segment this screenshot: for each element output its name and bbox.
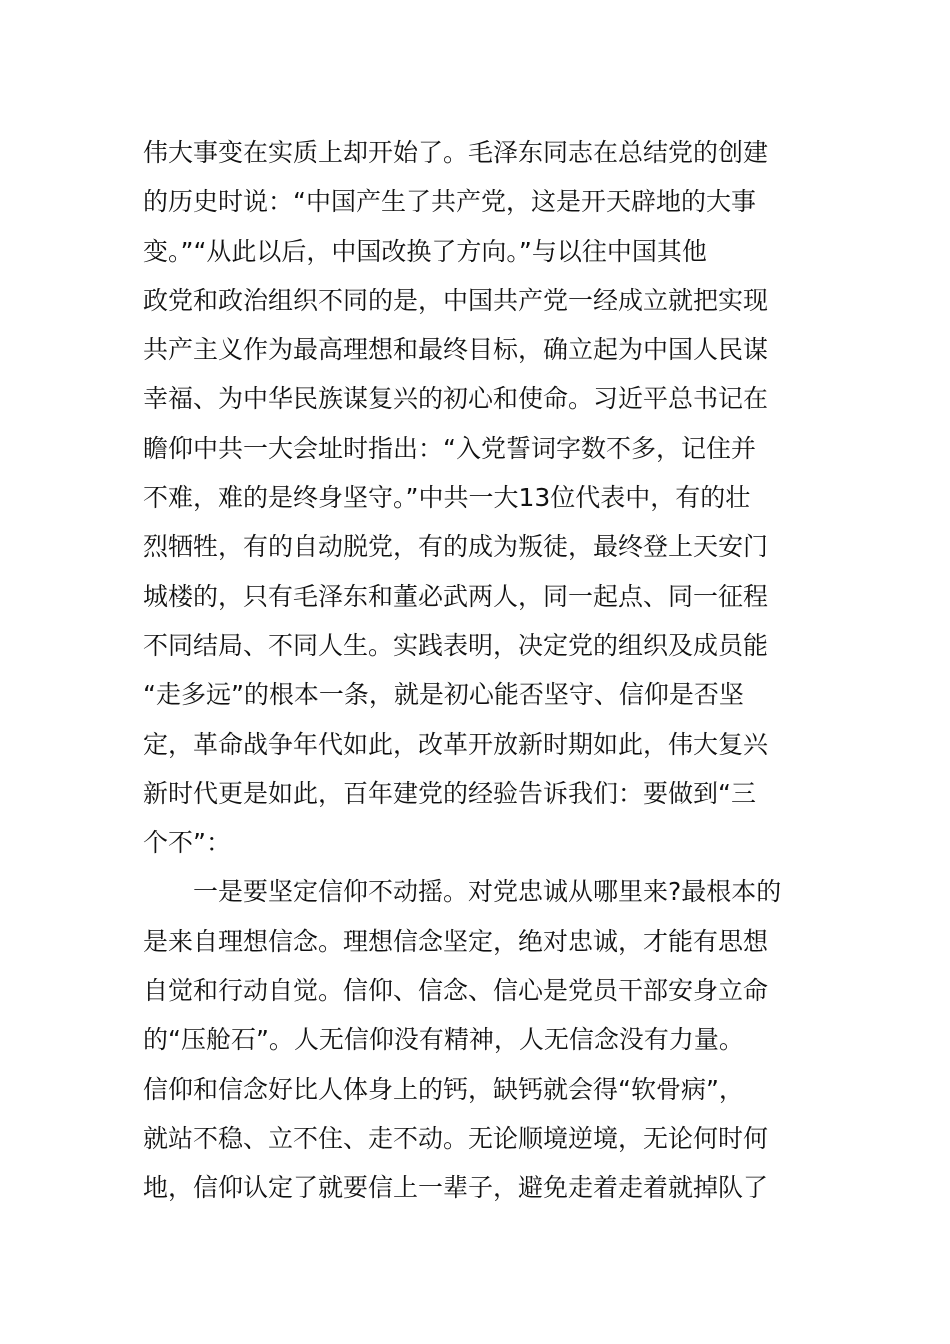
paragraph-1 bbox=[143, 128, 813, 867]
text-line: 幸福、为中华民族谋复兴的初心和使命。习近平总书记在 bbox=[143, 384, 769, 414]
text-line: 地，信仰认定了就要信上一辈子，避免走着走着就掉队了 bbox=[143, 1173, 769, 1203]
text-line: 信仰和信念好比人体身上的钙，缺钙就会得“软骨病”， bbox=[143, 1074, 744, 1104]
text-line: 的历史时说：“中国产生了共产党，这是开天辟地的大事 bbox=[143, 187, 756, 217]
text-line: 城楼的，只有毛泽东和董必武两人，同一起点、同一征程 bbox=[143, 581, 769, 611]
text-line: 伟大事变在实质上却开始了。毛泽东同志在总结党的创建 bbox=[143, 138, 769, 167]
text-line: 一是要坚定信仰不动摇。对党忠诚从哪里来?最根本的 bbox=[193, 877, 782, 907]
text-line: 新时代更是如此，百年建党的经验告诉我们：要做到“三 bbox=[143, 778, 756, 808]
text-line: 不同结局、不同人生。实践表明，决定党的组织及成员能 bbox=[143, 630, 769, 660]
text-line: 个不”： bbox=[143, 828, 231, 858]
text-line: 的“压舱石”。人无信仰没有精神，人无信念没有力量。 bbox=[143, 1025, 744, 1055]
text-line: 烈牺牲，有的自动脱党，有的成为叛徒，最终登上天安门 bbox=[143, 532, 769, 562]
text-line: 政党和政治组织不同的是，中国共产党一经成立就把实现 bbox=[143, 285, 769, 315]
text-line: 不难，难的是终身坚守。”中共一大13位代表中，有的壮 bbox=[143, 483, 751, 513]
text-line: “走多远”的根本一条，就是初心能否坚守、信仰是否坚 bbox=[143, 680, 744, 710]
text-line: 自觉和行动自觉。信仰、信念、信心是党员干部安身立命 bbox=[143, 976, 769, 1006]
text-line: 就站不稳、立不住、走不动。无论顺境逆境，无论何时何 bbox=[143, 1123, 769, 1153]
text-line: 共产主义作为最高理想和最终目标，确立起为中国人民谋 bbox=[143, 335, 769, 365]
document-body bbox=[143, 128, 813, 1213]
text-line: 瞻仰中共一大会址时指出：“入党誓词字数不多，记住并 bbox=[143, 433, 756, 463]
text-line: 是来自理想信念。理想信念坚定，绝对忠诚，才能有思想 bbox=[143, 926, 769, 956]
text-line: 定，革命战争年代如此，改革开放新时期如此，伟大复兴 bbox=[143, 729, 769, 759]
text-line: 变。”“从此以后，中国改换了方向。”与以往中国其他 bbox=[143, 236, 707, 266]
paragraph-2 bbox=[143, 867, 813, 1212]
